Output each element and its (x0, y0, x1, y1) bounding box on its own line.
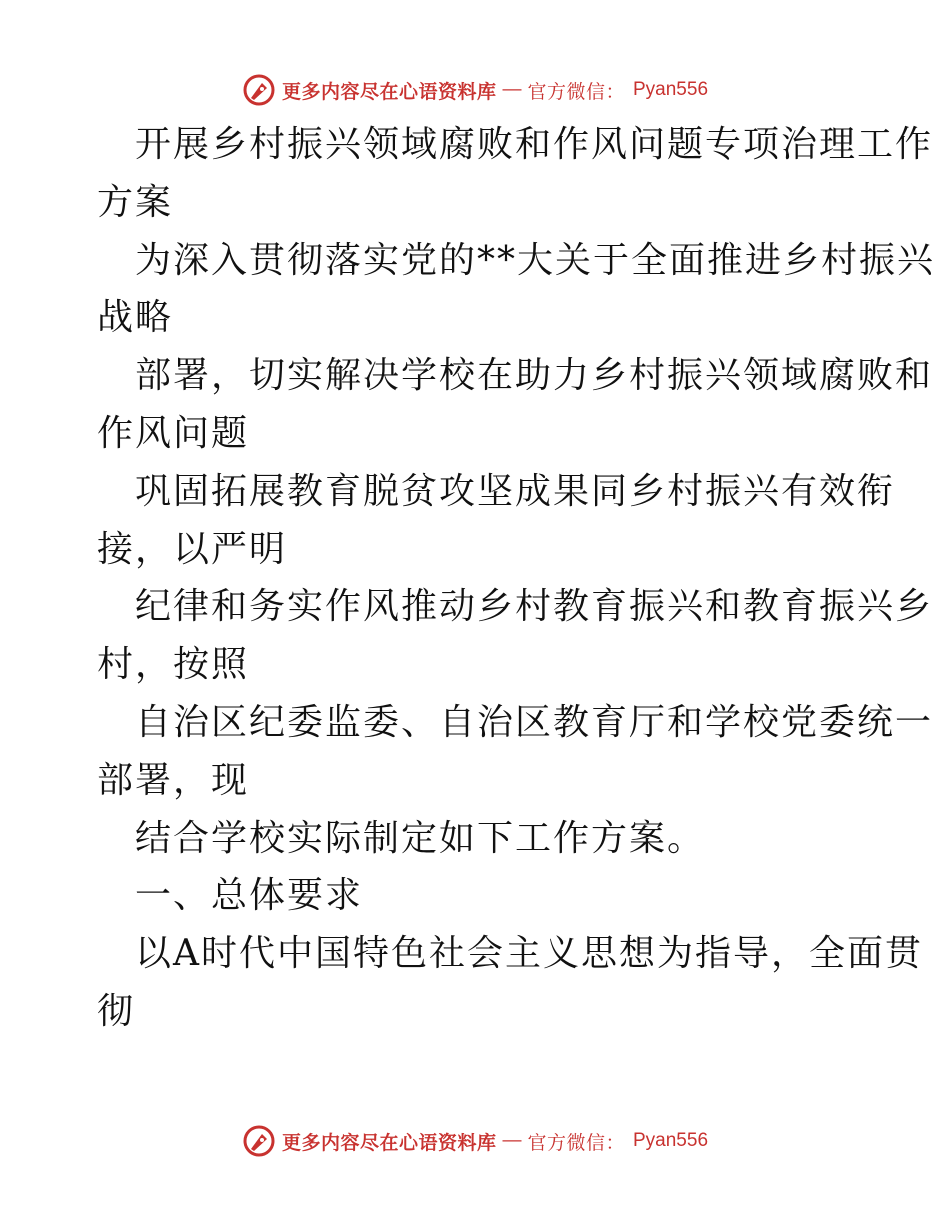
watermark-dash: — (502, 1130, 522, 1151)
title-line-1: 开展乡村振兴领域腐败和作风问题专项治理工作 (135, 124, 934, 165)
paragraph-line: 巩固拓展教育脱贫攻坚成果同乡村振兴有效衔 (135, 470, 896, 512)
paragraph-line: 战略 (97, 297, 174, 339)
paragraph-line: 彻 (97, 990, 136, 1032)
paragraph-line: 接，以严明 (97, 528, 288, 570)
pen-nib-logo-icon (242, 73, 276, 107)
header-watermark (0, 70, 950, 110)
paragraph-line: 结合学校实际制定如下工作方案。 (135, 817, 706, 859)
paragraph-line: 纪律和务实作风推动乡村教育振兴和教育振兴乡 (135, 586, 934, 628)
pen-nib-logo-icon (242, 1124, 276, 1158)
watermark-contact-label: 官方微信： (527, 1132, 625, 1154)
watermark-contact-label: 官方微信： (527, 81, 625, 103)
watermark-text: 更多内容尽在心语资料库 (281, 80, 497, 103)
footer-watermark (0, 1121, 950, 1161)
paragraph-line: 以A时代中国特色社会主义思想为指导，全面贯 (135, 933, 923, 975)
paragraph-line: 为深入贯彻落实党的**大关于全面推进乡村振兴 (135, 239, 936, 281)
paragraph-line: 部署，现 (97, 759, 250, 801)
watermark-text: 更多内容尽在心语资料库 (281, 1131, 497, 1154)
title-line-2: 方案 (97, 181, 174, 223)
paragraph-line: 部署，切实解决学校在助力乡村振兴领域腐败和 (135, 355, 934, 397)
section-heading: 一、总体要求 (135, 875, 364, 917)
paragraph-line: 作风问题 (97, 412, 250, 454)
paragraph-line: 自治区纪委监委、自治区教育厅和学校党委统一 (135, 701, 934, 743)
watermark-contact-id: Pyan556 (633, 79, 709, 100)
watermark-dash: — (502, 79, 522, 100)
document-body (97, 116, 936, 1041)
watermark-contact-id: Pyan556 (633, 1130, 709, 1151)
paragraph-line: 村，按照 (97, 644, 250, 686)
